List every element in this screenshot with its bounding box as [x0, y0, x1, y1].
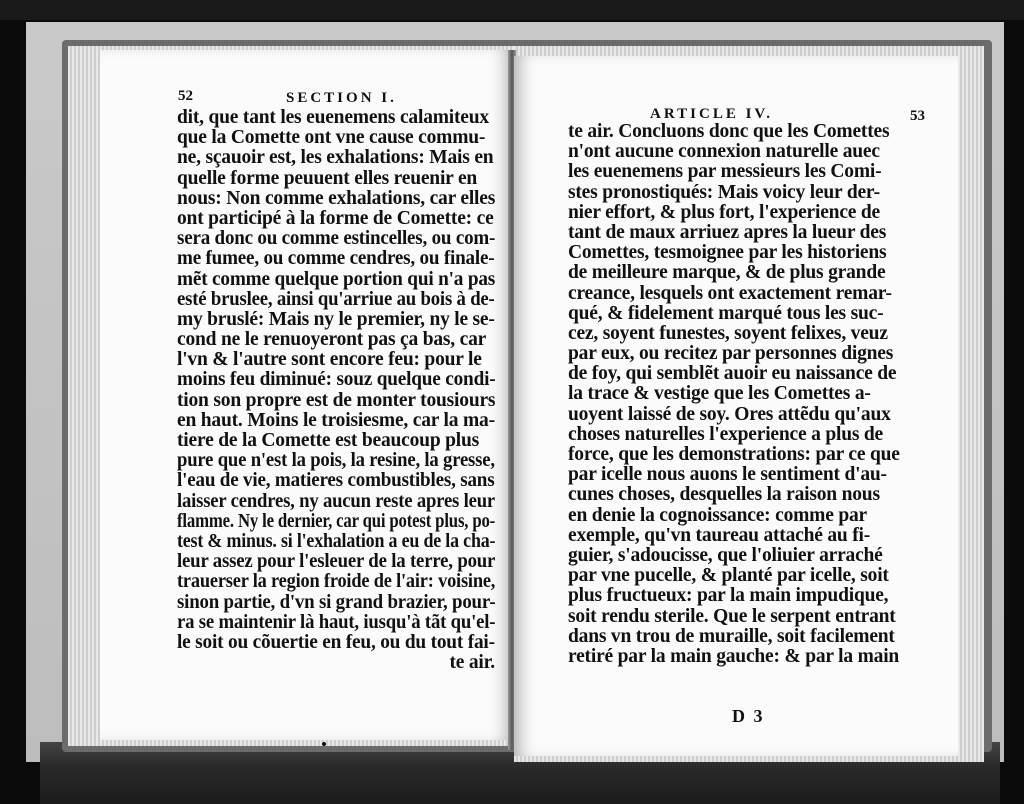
text-line: retiré par la main gauche: & par la main	[568, 645, 900, 667]
text-line: cunes choses, desquelles la raison nous	[568, 484, 880, 506]
text-line: soit rendu sterile. Que le serpent entrant	[568, 605, 896, 627]
text-line: choses naturelles l'experience a plus de	[568, 423, 883, 445]
text-line: par eux, ou recitez par personnes dignes	[568, 343, 894, 365]
text-line: ne, sçauoir est, les exhalations: Mais en	[177, 147, 494, 169]
ink-dot	[322, 742, 326, 746]
text-line: dans vn trou de muraille, soit facilement	[568, 625, 895, 647]
left-page-text	[177, 108, 495, 673]
text-line: te air.	[449, 652, 495, 674]
text-line: tiere de la Comette est beaucoup plus	[177, 430, 480, 451]
left-page	[100, 50, 512, 740]
text-line: pure que n'est la pois, la resine, la gresse,	[177, 450, 495, 472]
text-line: flamme. Ny le dernier, car qui potest plus, po-	[177, 510, 496, 532]
text-line: tant de maux arriuez apres la lueur des	[568, 221, 887, 243]
right-page-text	[568, 122, 910, 667]
text-line: trauerser la region froide de l'air: voisine,	[177, 571, 496, 593]
text-line: qué, & fidelement marqué tous les suc-	[568, 302, 884, 324]
text-line: n'ont aucune connexion naturelle auec	[568, 141, 880, 163]
text-line: leur assez pour l'esleuer de la terre, pour	[177, 551, 496, 573]
text-line: Comettes, tesmoignee par les historiens	[568, 242, 887, 264]
text-line: dit, que tant les euenemens calamiteux	[177, 107, 489, 128]
left-page-number: 52	[178, 88, 193, 104]
left-running-head: SECTION I.	[286, 90, 397, 106]
text-line: cez, soyent funestes, soyent felixes, veuz	[568, 322, 888, 344]
text-line: par vne pucelle, & planté par icelle, soit	[568, 565, 889, 587]
text-line: l'vn & l'autre sont encore feu: pour le	[177, 349, 482, 371]
text-line: de foy, qui semblẽt auoir eu naissance de	[568, 363, 897, 385]
right-running-head: ARTICLE IV.	[650, 106, 774, 122]
text-line: le soit ou cõuertie en feu, ou du tout fai-	[177, 631, 495, 653]
text-line: tion son propre est de monter tousiours	[177, 389, 496, 411]
text-line: test & minus. si l'exhalation a eu de la cha-	[177, 530, 496, 552]
text-line: ra se maintenir là haut, iusqu'à tãt qu'el-	[177, 611, 496, 633]
text-line: esté bruslee, ainsi qu'arriue au bois à de-	[177, 288, 495, 310]
text-line: l'eau de vie, matieres combustibles, sans	[177, 470, 495, 492]
text-line: mẽt comme quelque portion qui n'a pas	[177, 268, 496, 290]
text-line: en denie la cognoissance: comme par	[568, 504, 868, 526]
text-line: my bruslé: Mais ny le premier, ny le se-	[177, 308, 495, 330]
text-line: guier, s'adoucisse, que l'oliuier arraché	[568, 544, 883, 566]
right-page-number: 53	[910, 108, 925, 124]
text-line: par icelle nous auons le sentiment d'au-	[568, 464, 887, 486]
text-line: ont participé à la forme de Comette: ce	[177, 207, 494, 229]
text-line: la trace & vestige que les Comettes a-	[568, 383, 871, 405]
text-line: sera donc ou comme estincelles, ou com-	[177, 228, 496, 250]
top-edge	[0, 0, 1024, 20]
text-line: les euenemens par messieurs les Comi-	[568, 161, 882, 183]
signature-mark: D 3	[732, 706, 765, 726]
text-line: cond ne le renuoyeront pas ça bas, car	[177, 329, 487, 351]
text-line: plus fructueux: par la main impudique,	[568, 585, 889, 607]
text-line: uoyent laissé de soy. Ores attẽdu qu'aux	[568, 403, 891, 425]
text-line: stes pronostiqués: Mais voicy leur der-	[568, 181, 880, 203]
text-line: nous: Non comme exhalations, car elles	[177, 187, 496, 209]
text-line: de meilleure marque, & de plus grande	[568, 262, 886, 284]
text-line: exemple, qu'vn taureau attaché au fi-	[568, 524, 871, 546]
text-line: laisser cendres, ny aucun reste apres leur	[177, 490, 495, 512]
text-line: creance, lesquels ont exactement remar-	[568, 282, 892, 304]
text-line: que la Comette ont vne cause commu-	[177, 127, 486, 149]
text-line: moins feu diminué: souz quelque condi-	[177, 369, 496, 391]
text-line: te air. Concluons donc que les Comettes	[568, 121, 890, 142]
text-line: force, que les demonstrations: par ce que	[568, 444, 900, 465]
text-line: quelle forme peuuent elles reuenir en	[177, 167, 478, 189]
text-line: nier effort, & plus fort, l'experience de	[568, 201, 881, 223]
right-page	[514, 56, 958, 756]
text-line: sinon partie, d'vn si grand brazier, pour-	[177, 591, 496, 613]
text-line: en haut. Moins le troisiesme, car la ma-	[177, 409, 495, 431]
text-line: me fumee, ou comme cendres, ou finale-	[177, 248, 495, 270]
